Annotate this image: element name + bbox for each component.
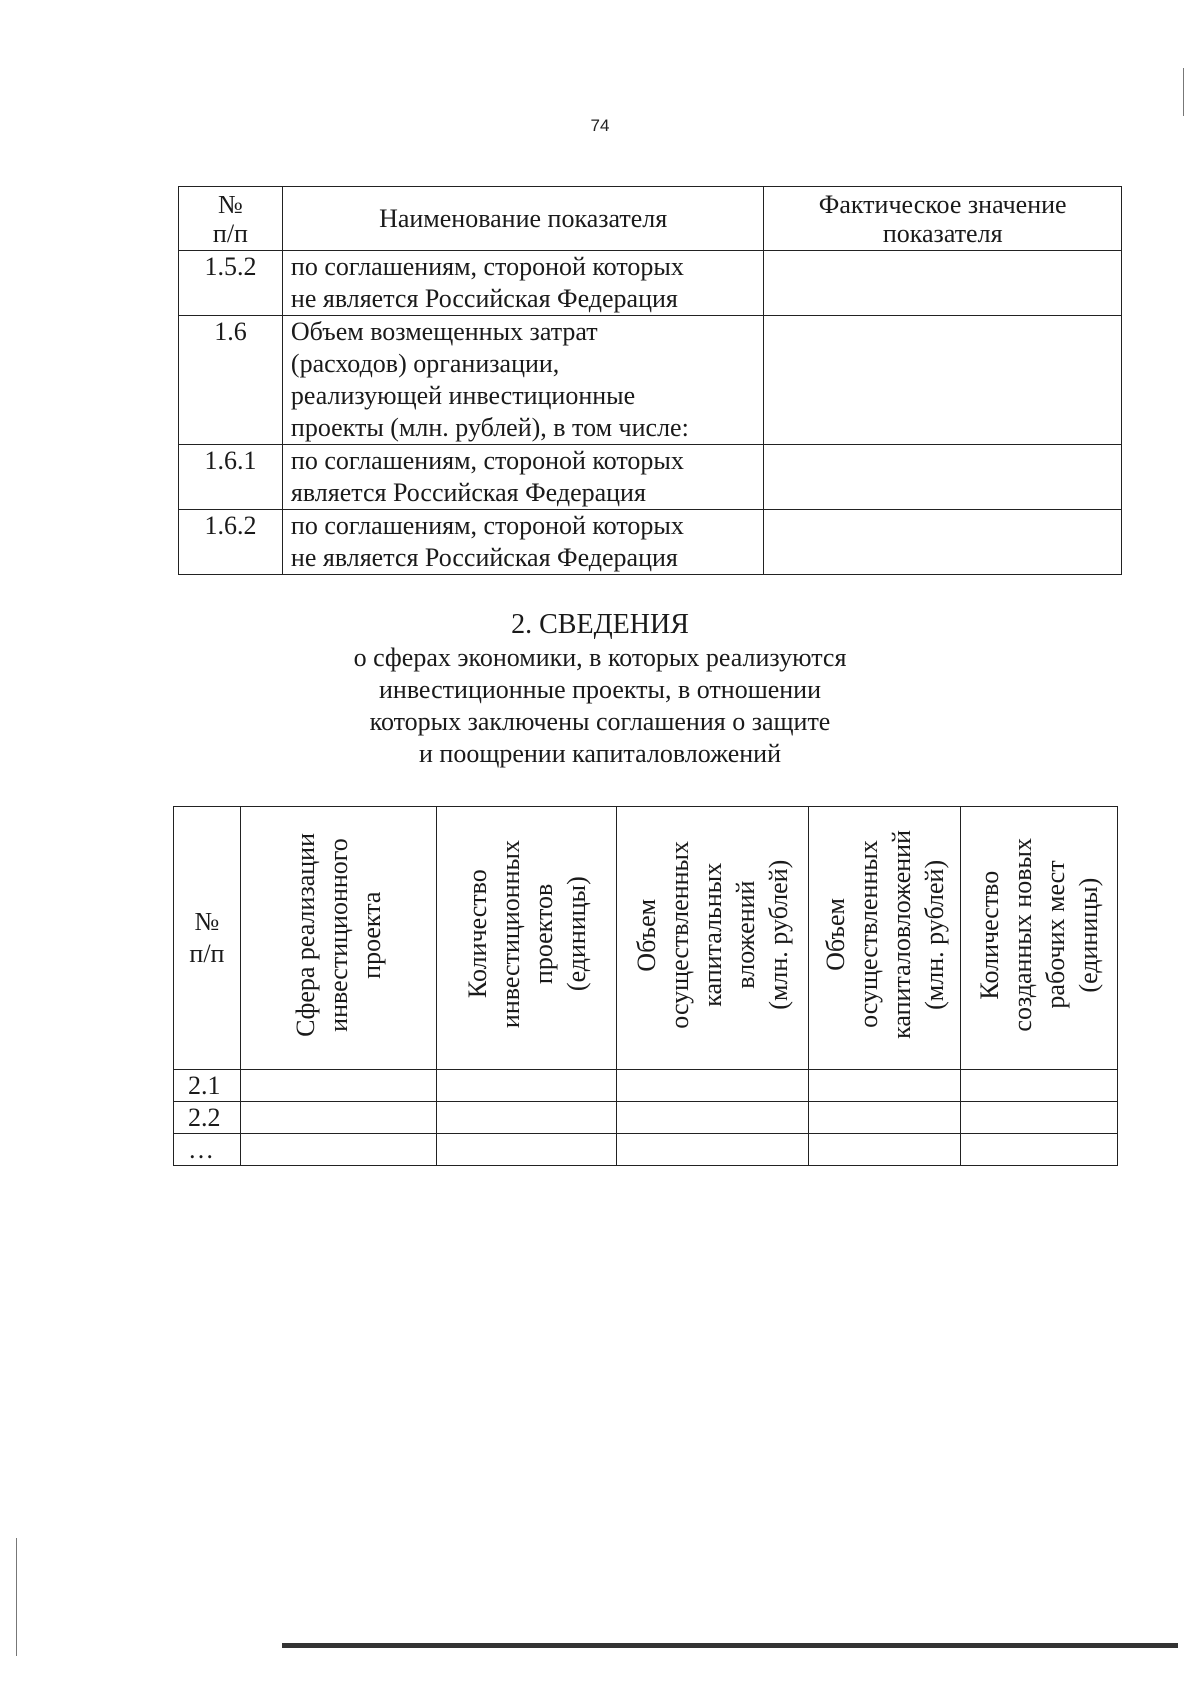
row-num: 1.6.2 [179, 510, 283, 575]
header-actual-value: Фактическое значение показателя [764, 187, 1122, 251]
table-cell [437, 1070, 617, 1102]
table-row [174, 1102, 1118, 1134]
table-cell [240, 1102, 437, 1134]
section-subtitle-line: инвестиционные проекты, в отношении [378, 675, 822, 704]
table-row [179, 251, 1122, 316]
table-row [179, 510, 1122, 575]
header-new-jobs: Количество созданных новых рабочих мест (единицы) [961, 807, 1118, 1070]
row-value [764, 316, 1122, 445]
row-num: 1.6 [179, 316, 283, 445]
row-value [764, 251, 1122, 316]
table-cell [809, 1102, 961, 1134]
header-sphere: Сфера реализации инвестиционного проекта [240, 807, 437, 1070]
table-cell [437, 1134, 617, 1166]
row-num: … [174, 1134, 241, 1166]
header-num: № п/п [179, 187, 283, 251]
table-row [174, 1070, 1118, 1102]
table-cell [961, 1070, 1118, 1102]
table-cell [809, 1134, 961, 1166]
table-cell [617, 1134, 809, 1166]
table-cell [240, 1070, 437, 1102]
table-cell [437, 1102, 617, 1134]
scan-edge-mark [16, 1538, 17, 1656]
table-cell [617, 1102, 809, 1134]
section-heading [0, 608, 1200, 770]
section-subtitle-line: которых заключены соглашения о защите [369, 707, 831, 736]
row-value [764, 510, 1122, 575]
section-subtitle-line: и поощрении капиталовложений [419, 739, 781, 768]
row-indicator: Объем возмещенных затрат (расходов) организации, реализующей инвестиционные проекты (млн. рублей), в том числе: [282, 316, 763, 445]
row-num: 1.5.2 [179, 251, 283, 316]
table-cell [809, 1070, 961, 1102]
table-row [174, 1134, 1118, 1166]
bottom-rule [282, 1643, 1178, 1648]
row-indicator: по соглашениям, стороной которых является Российская Федерация [282, 445, 763, 510]
row-value [764, 445, 1122, 510]
table-row [179, 445, 1122, 510]
table-cell [961, 1134, 1118, 1166]
header-indicator-name: Наименование показателя [282, 187, 763, 251]
table-header-row [179, 187, 1122, 251]
scan-edge-mark [1183, 68, 1184, 116]
header-capital-investments: Объем осуществленных капитальных вложений (млн. рублей) [617, 807, 809, 1070]
row-num: 2.1 [174, 1070, 241, 1102]
section-title: 2. СВЕДЕНИЯ [511, 609, 689, 640]
economy-spheres-table [173, 806, 1118, 1166]
row-indicator: по соглашениям, стороной которых не является Российская Федерация [282, 510, 763, 575]
table-cell [961, 1102, 1118, 1134]
table-cell [240, 1134, 437, 1166]
table-cell [617, 1070, 809, 1102]
page-number: 74 [590, 116, 610, 135]
indicators-table [178, 186, 1122, 575]
row-num: 1.6.1 [179, 445, 283, 510]
table-header-row [174, 807, 1118, 1070]
header-num: № п/п [174, 807, 241, 1070]
row-indicator: по соглашениям, стороной которых не является Российская Федерация [282, 251, 763, 316]
header-project-count: Количество инвестиционных проектов (единицы) [437, 807, 617, 1070]
section-subtitle-line: о сферах экономики, в которых реализуются [353, 643, 847, 672]
header-capital-investments-total: Объем осуществленных капиталовложений (млн. рублей) [809, 807, 961, 1070]
table-row [179, 316, 1122, 445]
row-num: 2.2 [174, 1102, 241, 1134]
